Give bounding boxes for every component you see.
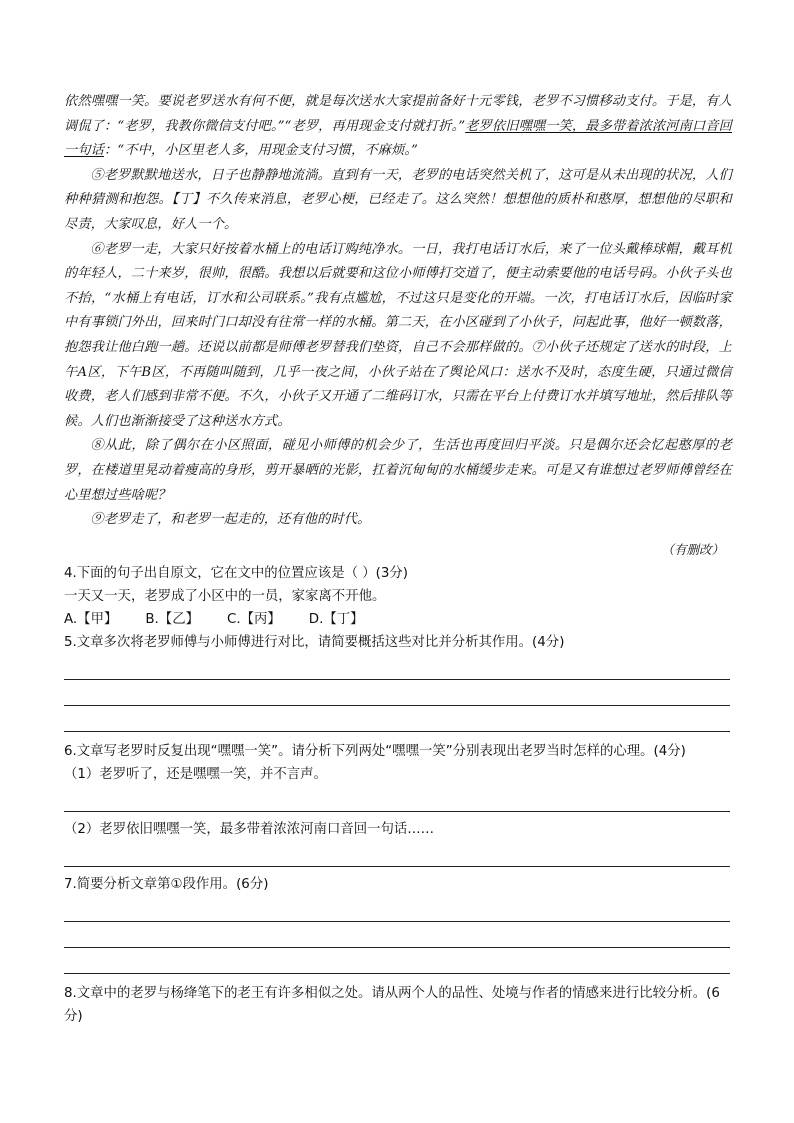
paragraph-5: ⑤老罗默默地送水，日子也静静地流淌。直到有一天，老罗的电话突然关机了，这可是从未出现的状况，人们种种猜测和抱怨。【丁】不久传来消息，老罗心梗，已经走了。这么突然！想想他的质朴和憨厚，想想他的尽职和尽责，大家叹息，好人一个。 <box>64 167 732 232</box>
option-b[interactable]: B.【乙】 <box>145 612 199 627</box>
question-6-part-2: （2）老罗依旧嘿嘿一笑，最多带着浓浓河南口音回一句话…… <box>64 822 435 837</box>
paragraph-4-continued: 依然嘿嘿一笑。要说老罗送水有何不便，就是每次送水大家提前备好十元零钱，老罗不习惯移动支付。于是，有人调侃了：“老罗，我教你微信支付吧。”“老罗，再用现金支付就打折。”老罗依旧嘿嘿一笑，最多带着浓浓河南口音回一句话：“不中，小区里老人多，用现金支付习惯，不麻烦。” <box>64 94 733 159</box>
option-d[interactable]: D.【丁】 <box>308 612 364 627</box>
paragraph-6: ⑥老罗一走，大家只好按着水桶上的电话订购纯净水。一日，我打电话订水后，来了一位头戴棒球帽，戴耳机的年轻人，二十来岁，很帅，很酷。我想以后就要和这位小师傅打交道了，便主动索要他的电话号码。小伙子头也不抬，“水桶上有电话，订水和公司联系。”我有点尴尬，不过这只是变化的开端。一次，打电话订水后，因临时家中有事锁门外出，回来时门口却没有往常一样的水桶。第二天，在小区碰到了小伙子，问起此事，他好一顿数落，抱怨我让他白跑一趟。还说以前都是师傅老罗替我们垫资，自己不会那样做的。⑦小伙子还规定了送水的时段，上午A区，下午B区，不再随叫随到，几乎一夜之间，小伙子站在了舆论风口：送水不及时，态度生硬，只通过微信收费，老人们感到非常不便。不久，小伙子又开通了二维码订水，只需在平台上付费订水并填写地址，然后排队等候。人们也渐渐接受了这种送水方式。 <box>64 241 732 429</box>
questions-section <box>64 562 732 1028</box>
question-4-sentence: 一天又一天，老罗成了小区中的一员，家家离不开他。 <box>64 589 386 604</box>
paragraph-8: ⑧从此，除了偶尔在小区照面，碰见小师傅的机会少了，生活也再度回归平淡。只是偶尔还会忆起憨厚的老罗，在楼道里晃动着瘦高的身形，剪开暴晒的光影，扛着沉甸甸的水桶缓步走来。可是又有谁想过老罗师傅曾经在心里想过些啥呢？ <box>64 438 732 503</box>
question-8: 8.文章中的老罗与杨绛笔下的老王有许多相似之处。请从两个人的品性、处境与作者的情感来进行比较分析。(6分) <box>64 986 720 1024</box>
question-7: 7.简要分析文章第①段作用。(6分) <box>64 877 269 892</box>
answer-line[interactable] <box>64 841 730 867</box>
question-6-part-1: （1）老罗听了，还是嘿嘿一笑，并不言声。 <box>64 767 327 782</box>
answer-line[interactable] <box>64 896 730 922</box>
answer-line[interactable] <box>64 948 730 974</box>
answer-line[interactable] <box>64 654 730 680</box>
question-6: 6.文章写老罗时反复出现“嘿嘿一笑”。请分析下列两处“嘿嘿一笑”分别表现出老罗当时怎样的心理。(4分) <box>64 744 686 759</box>
answer-line[interactable] <box>64 922 730 948</box>
answer-line[interactable] <box>64 706 730 732</box>
paragraph-9: ⑨老罗走了，和老罗一起走的，还有他的时代。 <box>90 512 371 528</box>
option-c[interactable]: C.【丙】 <box>226 612 281 627</box>
question-5: 5.文章多次将老罗师傅与小师傅进行对比，请简要概括这些对比并分析其作用。(4分) <box>64 635 565 650</box>
source-note: （有删改） <box>661 542 724 557</box>
answer-line[interactable] <box>64 786 730 812</box>
question-4-options <box>64 608 732 631</box>
option-a[interactable]: A.【甲】 <box>64 612 118 627</box>
answer-line[interactable] <box>64 680 730 706</box>
question-4: 4.下面的句子出自原文，它在文中的位置应该是（ ）(3分) <box>64 566 408 581</box>
reading-passage <box>64 90 732 533</box>
underlined-sentence: 老罗依旧嘿嘿一笑，最多带着浓浓河南口音回一句话 <box>64 118 733 159</box>
